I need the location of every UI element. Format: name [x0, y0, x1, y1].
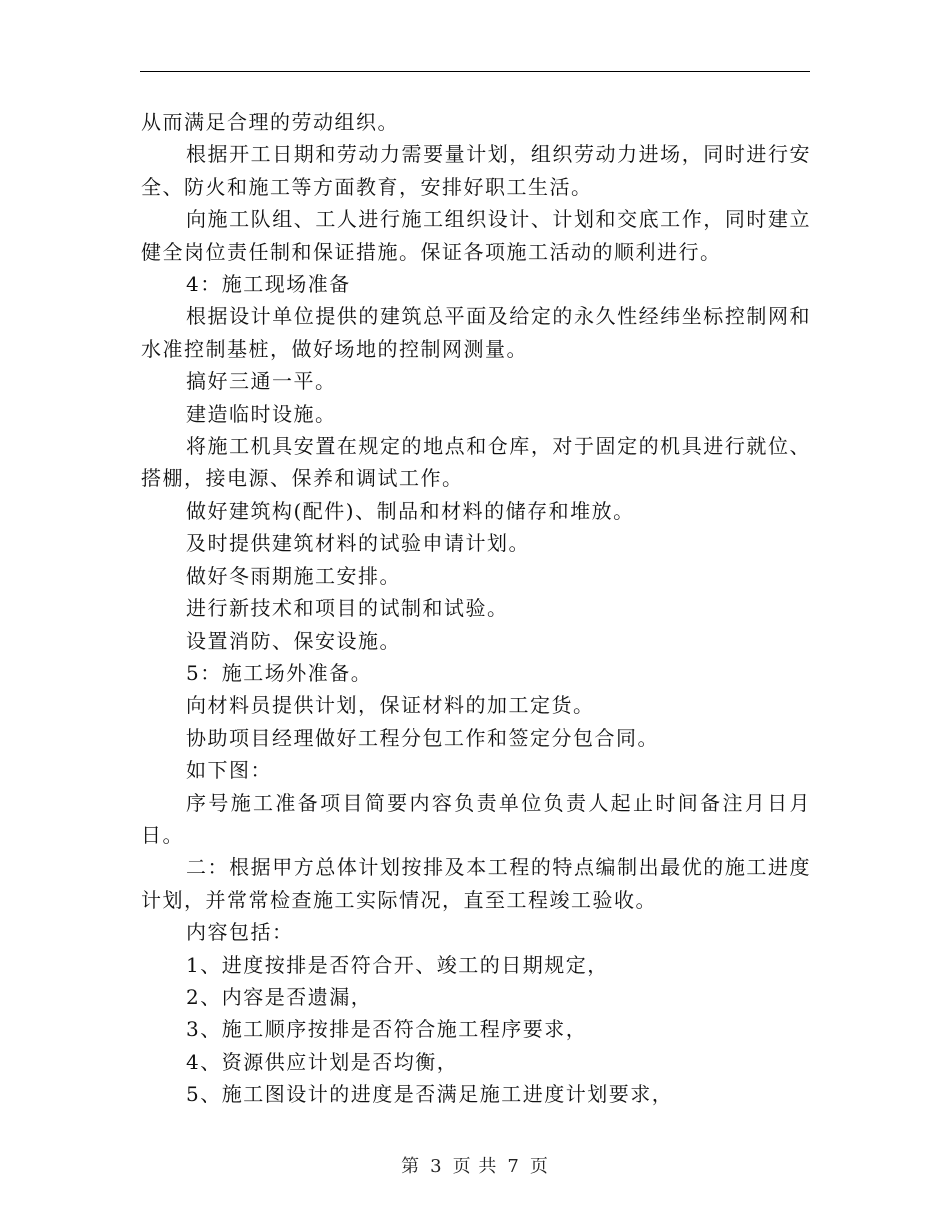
page-footer	[0, 1152, 950, 1178]
paragraph: 向材料员提供计划，保证材料的加工定货。	[186, 693, 595, 718]
paragraph: 根据设计单位提供的建筑总平面及给定的永久性经纬坐标控制网和水准控制基桩，做好场地的控制网测量。	[141, 304, 811, 361]
document-body	[141, 106, 811, 1111]
paragraph: 将施工机具安置在规定的地点和仓库，对于固定的机具进行就位、搭棚，接电源、保养和调试工作。	[141, 434, 811, 491]
paragraph: 做好建筑构(配件)、制品和材料的储存和堆放。	[186, 498, 635, 523]
paragraph: 根据开工日期和劳动力需要量计划，组织劳动力进场，同时进行安全、防火和施工等方面教育，安排好职工生活。	[141, 142, 811, 199]
paragraph: 4、资源供应计划是否均衡，	[186, 1049, 459, 1074]
footer-total-pages: 7	[507, 1156, 520, 1177]
paragraph: 3、施工顺序按排是否符合施工程序要求，	[186, 1017, 588, 1042]
paragraph: 内容包括：	[186, 920, 294, 945]
paragraph: 设置消防、保安设施。	[186, 628, 401, 653]
paragraph: 向施工队组、工人进行施工组织设计、计划和交底工作，同时建立健全岗位责任制和保证措施。保证各项施工活动的顺利进行。	[141, 207, 811, 264]
paragraph: 二：根据甲方总体计划按排及本工程的特点编制出最优的施工进度计划，并常常检查施工实际情况，直至工程竣工验收。	[141, 855, 811, 912]
paragraph: 及时提供建筑材料的试验申请计划。	[186, 531, 530, 556]
paragraph: 协助项目经理做好工程分包工作和签定分包合同。	[186, 725, 659, 750]
footer-current-page: 3	[430, 1156, 443, 1177]
paragraph: 5、施工图设计的进度是否满足施工进度计划要求，	[186, 1082, 674, 1107]
paragraph: 做好冬雨期施工安排。	[186, 563, 401, 588]
paragraph: 2、内容是否遗漏，	[186, 984, 373, 1009]
paragraph: 从而满足合理的劳动组织。	[141, 110, 399, 134]
paragraph: 建造临时设施。	[186, 401, 337, 426]
paragraph: 搞好三通一平。	[186, 369, 337, 394]
paragraph: 序号施工准备项目简要内容负责单位负责人起止时间备注月日月日。	[141, 790, 811, 847]
header-rule	[140, 71, 810, 72]
paragraph: 1、进度按排是否符合开、竣工的日期规定，	[186, 952, 609, 977]
footer-middle: 页 共	[452, 1156, 498, 1177]
paragraph: 进行新技术和项目的试制和试验。	[186, 596, 509, 621]
paragraph: 5：施工场外准备。	[186, 660, 373, 685]
paragraph: 4：施工现场准备	[186, 272, 351, 297]
footer-prefix: 第	[401, 1156, 421, 1177]
footer-suffix: 页	[529, 1156, 549, 1177]
paragraph: 如下图：	[186, 758, 272, 783]
